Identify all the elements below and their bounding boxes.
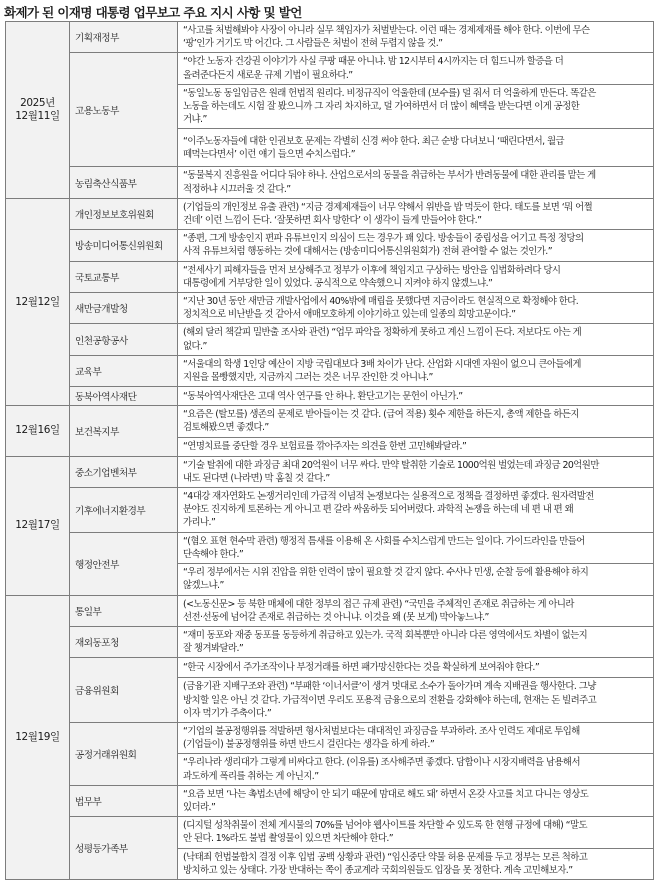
department-cell: 금융위원회 [70, 658, 178, 723]
table-row [6, 817, 654, 848]
instruction-cell [178, 595, 654, 626]
instruction-text: “지난 30년 동안 새만금 개발사업에서 40%밖에 매립을 못했다면 지금이라도 현실적으로 확정해야 한다. 정치적으로 비난받을 것 같아서 애매모호하게 이야기하고 있는데 일종의 희망고문이다.” [183, 296, 579, 321]
table-row [6, 324, 654, 355]
instruction-text: “요즘은 (탈모를) 생존의 문제로 받아들이는 것 같다. (급여 적용) 횟수 제한을 하든지, 총액 제한을 하든지 검토해봤으면 좋겠다.” [183, 409, 579, 434]
instruction-cell [178, 564, 654, 595]
date-cell [6, 595, 70, 879]
table-row [6, 456, 654, 487]
instruction-text: “우리 정부에서는 시위 진압을 위한 인력이 많이 필요할 것 같지 않다. 수사나 민생, 순찰 등에 활용해야 하지 않겠느냐.” [183, 567, 589, 592]
date-cell [6, 456, 70, 595]
instruction-cell [178, 658, 654, 678]
instruction-cell [178, 785, 654, 816]
table-row [6, 658, 654, 678]
instruction-cell [178, 532, 654, 563]
date-text: 2025년 [20, 96, 55, 109]
instruction-cell [178, 293, 654, 324]
instruction-text: (기업들의 개인정보 유출 관련) “지금 경제제재들이 너무 약해서 위반을 밥 먹듯이 한다. 태도를 보면 ‘뭐 어쩔 건데’ 이런 느낌이 든다. ‘잘못하면 회사 망한다’ 이 생각이 들게 만들어야 한다.” [183, 201, 593, 227]
page-title: 화제가 된 이재명 대통령 업무보고 주요 지시 사항 및 발언 [4, 5, 302, 20]
instruction-text: “전세사기 피해자들을 먼저 보상해주고 정부가 이후에 책임지고 구상하는 방안을 입법화하려다 당시 대통령에게 거부당한 일이 있었다. 공식적으로 약속했으니 지켜야 하지 않겠느냐.” [183, 264, 561, 289]
instruction-text: “우리나라 생리대가 그렇게 비싸다고 한다. (이유를) 조사해주면 좋겠다. 담합이나 시장지배력을 남용해서 과도하게 폭리를 취하는 게 아닌지.” [183, 757, 580, 782]
instruction-text: (<노동신문> 등 북한 매체에 대한 정부의 접근 규제 관련) “국민을 주체적인 존재로 취급하는 게 아니라 선전·선동에 넘어갈 존재로 취급하는 것 아니냐. 이것을 왜 (못 보게) 막아놓느냐.” [183, 598, 574, 623]
department-cell: 법무부 [70, 785, 178, 816]
instruction-cell [178, 129, 654, 167]
instruction-text: “(혐오 표현 현수막 관련) 행정적 틈새를 이용해 온 사회를 수치스럽게 만드는 일이다. 가이드라인을 만들어 단속해야 한다.” [183, 535, 585, 560]
department-cell: 중소기업벤처부 [70, 456, 178, 487]
instruction-text: “동일노동 동일임금은 원래 헌법적 원리다. 비정규직이 억울한데 (보수를) 덜 줘서 더 억울하게 만든다. 똑같은 노동을 하는데도 시험 잘 봤으니까 그 자리 차지하고, 덜 가여하면서 더 많이 혜택을 받는다면 이게 공정한 거냐.” [183, 87, 596, 126]
department-cell: 국토교통부 [70, 261, 178, 292]
instruction-cell [178, 230, 654, 261]
instruction-text: (낙태죄 헌법불합치 결정 이후 입법 공백 상황과 관련) “임신중단 약물 허용 문제를 두고 정부는 모른 척하고 방치하고 있는 상태다. 가장 반대하는 쪽이 종교계라 국회의원들도 입장을 못 정한다. 계속 고민해보자.” [183, 851, 588, 876]
instruction-cell [178, 84, 654, 129]
instruction-text: “기업의 불공정행위를 적발하면 형사처벌보다는 대대적인 과징금을 부과하라. 조사 인력도 제대로 투입해 (기업들이) 불공정행위를 하면 반드시 걸린다는 생각을 하게 하라.” [183, 725, 580, 751]
department-cell: 보건복지부 [70, 406, 178, 456]
instruction-cell [178, 324, 654, 355]
department-cell: 교육부 [70, 355, 178, 386]
instruction-cell [178, 754, 654, 785]
instruction-text: “4대강 재자연화도 논쟁거리인데 가급적 이념적 논쟁보다는 실용적으로 정책을 결정하면 좋겠다. 원자력발전 분야도 진지하게 토론하는 게 아니고 편 갈라 싸움하듯 되어버렸다. 과학적 논쟁을 하는데 네 편 내 편 왜 가리나.” [183, 491, 594, 529]
instruction-text: (해외 달러 책갈피 밀반출 조사와 관련) “업무 파악을 정확하게 못하고 계신 느낌이 든다. 저보다도 아는 게 없다.” [183, 327, 582, 352]
instruction-cell [178, 848, 654, 879]
instruction-cell [178, 437, 654, 456]
instruction-text: “요즘 보면 ‘나는 촉법소년에 해당이 안 되기 때문에 맘대로 해도 돼’ 하면서 온갖 사고를 치고 다니는 영상도 있더라.” [183, 788, 589, 813]
department-cell: 농림축산식품부 [70, 167, 178, 198]
instruction-cell [178, 678, 654, 723]
instruction-cell [178, 488, 654, 533]
instruction-cell [178, 53, 654, 84]
department-cell: 기후에너지환경부 [70, 488, 178, 533]
instruction-cell [178, 22, 654, 53]
table-row [6, 198, 654, 229]
instruction-cell [178, 817, 654, 848]
department-cell: 통일부 [70, 595, 178, 626]
date-text: 12월11일 [15, 109, 60, 122]
department-cell: 동북아역사재단 [70, 387, 178, 406]
instruction-cell [178, 626, 654, 657]
instruction-cell [178, 167, 654, 198]
department-cell: 고용노동부 [70, 53, 178, 167]
instruction-text: (디지털 성착취물이 전체 게시물의 70%를 넘어야 웹사이트를 차단할 수 있도록 한 현행 규정에 대해) “말도 안 된다. 1%라도 불법 촬영물이 있으면 차단해야 한다.” [183, 820, 587, 845]
date-text: 12월17일 [15, 519, 60, 532]
table-row [6, 722, 654, 753]
instruction-text: “동물복지 진흥원을 어디다 둬야 하나. 산업으로서의 동물을 취급하는 부서가 반려동물에 대한 관리를 맡는 게 적정하냐 시끄러울 것 같다.” [183, 170, 596, 195]
instruction-cell [178, 261, 654, 292]
instruction-text: “종편, 그게 방송인지 편파 유튜브인지 의심이 드는 경우가 꽤 있다. 방송들이 중립성을 어기고 특정 정당의 사적 유튜브처럼 행동하는 것에 대해서는 (방송미디어통신위원회가) 전혀 관여할 수 없는 것인가.” [183, 233, 584, 258]
instruction-text: “서울대의 학생 1인당 예산이 지방 국립대보다 3배 차이가 난다. 산업화 시대엔 자원이 없으니 큰아들에게 지원을 몰빵했지만, 지금까지 그러는 것은 너무 잔인한 것 아니냐.” [183, 358, 581, 384]
department-cell: 기획재정부 [70, 22, 178, 53]
table-row [6, 22, 654, 53]
instruction-text: “동북아역사재단은 고대 역사 연구를 안 하나. 환단고기는 문헌이 아닌가.” [183, 390, 463, 402]
instruction-text: “야간 노동자 건강권 이야기가 사실 쿠팡 때문 아니냐. 밤 12시부터 4시까지는 더 힘드니까 할증을 더 올려준다든지 새로운 규제 기법이 필요하다.” [183, 56, 564, 81]
instruction-text: “사고를 처벌해봐야 사장이 아니라 실무 책임자가 처벌받는다. 이런 때는 경제제재를 해야 한다. 이번에 무슨 ‘팡’인가 거기도 막 어긴다. 그 사람들은 처벌이 전혀 두렵지 않을 것.” [183, 25, 590, 50]
instruction-text: “재미 동포와 재중 동포를 동등하게 취급하고 있는가. 국적 회복뿐만 아니라 다른 영역에서도 차별이 없는지 잘 챙겨봐달라.” [183, 629, 588, 655]
table-row [6, 532, 654, 563]
instruction-text: “이주노동자들에 대한 인권보호 문제는 각별히 신경 써야 한다. 최근 순방 다녀보니 ‘때린다면서, 월급 떼먹는다면서’ 이런 얘기 들으면 수치스럽다.” [183, 135, 565, 160]
instruction-cell [178, 456, 654, 487]
table-row [6, 167, 654, 198]
instruction-cell [178, 406, 654, 437]
table-row [6, 355, 654, 386]
instruction-text: (금융기관 지배구조와 관련) “부패한 ‘이너서클’이 생겨 멋대로 소수가 돌아가며 계속 지배권을 행사한다. 그냥 방치할 일은 아닌 것 같다. 가급적이면 우리도 포용적 금융으로의 전환을 강화해야 하는데, 현재는 돈 빌려주고 이자 먹기가 주축이다.” [183, 681, 597, 719]
date-text: 12월16일 [15, 424, 60, 437]
date-text: 12월12일 [15, 295, 60, 308]
table-row [6, 406, 654, 437]
department-cell: 새만금개발청 [70, 293, 178, 324]
table-row [6, 293, 654, 324]
department-cell: 행정안전부 [70, 532, 178, 595]
department-cell: 개인정보보호위원회 [70, 198, 178, 229]
instruction-text: “한국 시장에서 주가조작이나 부정거래를 하면 패가망신한다는 것을 확실하게 보여줘야 한다.” [183, 662, 540, 674]
instruction-cell [178, 198, 654, 229]
department-cell: 성평등가족부 [70, 817, 178, 880]
department-cell: 재외동포청 [70, 626, 178, 657]
date-cell [6, 22, 70, 199]
instruction-text: “연명치료를 중단할 경우 보험료를 깎아주자는 의견을 한번 고민해봐달라.” [183, 441, 467, 453]
table-row [6, 488, 654, 533]
table-row [6, 261, 654, 292]
date-text: 12월19일 [15, 730, 60, 743]
table-row [6, 595, 654, 626]
table-row [6, 785, 654, 816]
date-cell [6, 198, 70, 405]
instruction-cell [178, 355, 654, 386]
department-cell: 인천공항공사 [70, 324, 178, 355]
table-row [6, 53, 654, 84]
date-cell [6, 406, 70, 456]
table-row [6, 387, 654, 406]
instruction-text: “기술 탈취에 대한 과징금 최대 20억원이 너무 싸다. 만약 탈취한 기술로 1000억원 벌었는데 과징금 20억원만 내도 된다면 (나라면) 막 훔칠 것 같다.” [183, 459, 599, 484]
instruction-cell [178, 722, 654, 753]
instructions-table [5, 21, 654, 880]
table-row [6, 230, 654, 261]
department-cell: 방송미디어통신위원회 [70, 230, 178, 261]
table-row [6, 626, 654, 657]
department-cell: 공정거래위원회 [70, 722, 178, 785]
instruction-cell [178, 387, 654, 406]
